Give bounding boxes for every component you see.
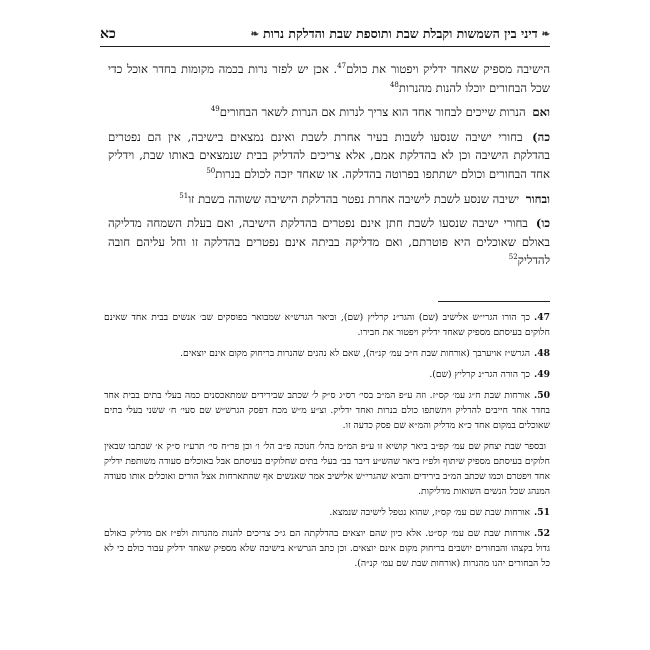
ornament-icon: ❧	[541, 28, 550, 40]
footnote	[104, 367, 550, 382]
header-divider	[100, 46, 550, 47]
paragraph	[108, 60, 550, 97]
footnote-ref: 47	[337, 62, 347, 71]
running-header	[100, 24, 550, 44]
footnote-number: 47.	[534, 312, 550, 323]
footnote-text: אורחות שבת ח״ג עמ׳ קס״ז. וזה ע״פ המ״ב בסי׳ רס״ג ס״ק ל׳ שכתב שבירידים שמתאכסנים כמה בעלי בתים בבית אחד בחדר אחד חייבים להדליק ויתשתפו כולם בנרות ואחד ידליק. וצ״ע מ״ש מכח דפסק הגרש״ש שם סעי׳ ח׳ ששני בעלי בתים שאוכלים במקום אחד כ״א מדליק והמ״א שם פסק כדעה זו.	[104, 390, 550, 431]
paragraph-text: בחורי ישיבה שנסעו לשבת חתן אינם נפטרים בהדלקת הישיבה, ואם בעלת השמחה מדליקה באולם שאוכלים היא פוטרתם, ואם מדליקה בביתה אינם נפטרים בהדלקה זו וחל עליהם חובה להדליק	[108, 216, 550, 268]
page-number: כא	[100, 25, 116, 42]
footnote	[104, 439, 550, 499]
header-title-group	[251, 26, 550, 42]
footnote-ref: 48	[389, 80, 399, 89]
paragraph-text: הישיבה מספיק שאחד ידליק ויפטור את כולם	[346, 62, 551, 76]
paragraph	[108, 128, 550, 184]
section-marker: כו)	[535, 216, 550, 231]
ornament-icon: ❧	[250, 28, 260, 40]
footnote	[104, 526, 550, 571]
paragraph-text: . אכן יש לפזר נרות בכמה מקומות בחדר אוכל כדי שכל הבחורים יוכלו להנות מהנרות	[108, 62, 550, 95]
footnote	[104, 388, 550, 433]
footnote	[104, 346, 550, 361]
footnote-text: הגרש״ז אויערבך (אורחות שבת ח״ב עמ׳ קנ״ה), שאם לא נהנים שהנרות בריחוק מקום אינם יוצאים.	[180, 348, 530, 359]
footnote-divider	[438, 301, 550, 302]
header-title: דיני בין השמשות וקבלת שבת ותוספת שבת והדלקת נרות	[263, 26, 538, 41]
footnote-text: כך הורו הגרי״ש אלישיב (שם) והגר״נ קרליץ (שם), וביאר הגרש״א שמבואר בפוסקים שב׳ אנשים בבית אחד שאינם חלוקים בעיסתם מספיק שאחד ידליק ויפטור את חבירו.	[104, 312, 550, 338]
section-marker: כה)	[532, 129, 550, 144]
footnote-text: כך הורה הגר״נ קרליץ (שם).	[429, 369, 530, 380]
paragraph-lead: ובחור	[525, 191, 550, 206]
footnotes	[104, 310, 550, 577]
footnote-ref: 51	[179, 191, 189, 200]
paragraph-text: הנרות שייכים לבחור אחד הוא צריך לנרות אם הנרות לשאר הבחורים	[219, 105, 526, 120]
footnote-number: 51.	[534, 507, 550, 518]
footnote	[104, 505, 550, 520]
footnote-number: 52.	[534, 528, 550, 539]
footnote-ref: 50	[206, 167, 216, 176]
footnote-number: 48.	[534, 348, 550, 359]
footnote-text: אורחות שבת שם עמ׳ קס״ז, שהוא נטפל לישיבה שנמצא.	[329, 507, 530, 518]
footnote-number: 50.	[534, 390, 550, 401]
paragraph-text: בחורי ישיבה שנסעו לשבות בעיר אחרת לשבת ואינם נמצאים בישיבה, אין הם נפטרים בהדלקת הישיבה וכן לא בהדלקת אמם, אלא צריכים להדליק בבית שנמצאים באותו שבת, וידליק אחד הבחורים וכולם ישתתפו בפרוטה בהדלקה. או שאחד יזכה לכולם בנרות	[108, 129, 550, 181]
footnote-ref: 49	[210, 105, 220, 114]
paragraph-text: ישיבה שנסע לשבת לישיבה אחרת נפטר בהדלקת הישיבה ששוהה בשבת זו	[188, 191, 520, 206]
paragraph	[108, 103, 550, 122]
footnote	[104, 310, 550, 340]
paragraph	[108, 190, 550, 209]
footnote-text: אורחות שבת שם עמ׳ קס״ט. אלא כיון שהם יוצאים בהדלקתה הם ג״כ צריכים להנות מהנרות ולפ״ז אם מדליק באולם גדול בקצהו והבחורים יושבים בריחוק מקום אינם יוצאים. וכן כתב הגרש״א בישיבה שלא מספיק שאחד ידליק עבור כולם כי לא כל הבחורים יהנו מהנרות (אורחות שבת שם עמ׳ קנ״ה).	[104, 528, 550, 569]
paragraph-lead: ואם	[532, 105, 550, 120]
footnote-text: ובספר שבת יצחק שם עמ׳ קפ״ב ביאר קושיא זו ע״פ המ״מ בהל׳ חנוכה פ״ב הל׳ ו׳ וכן פר״ח סי׳ תרע״ז ס״ק א׳ שכתבו שבאין חלוקים בעיסתם מספיק שיתוף ולפ״ז ביאר שהש״ע דיבר בב׳ בעלי בתים שחלוקים בעיסתם אבל באוכלים סעודה משותפת ידליק אחד ויפטרם וכמו שכתב המ״ב בירידים והביא שהגרי״ש אלישיב אמר שאנשים אף שהתארחות אצל הורים ואוכלים אותו סעודה המנהג שכל הנשים השואות מדליקות.	[104, 441, 550, 497]
paragraph	[108, 214, 550, 270]
footnote-ref: 52	[508, 253, 518, 262]
footnote-number: 49.	[534, 369, 550, 380]
main-text	[108, 60, 550, 276]
